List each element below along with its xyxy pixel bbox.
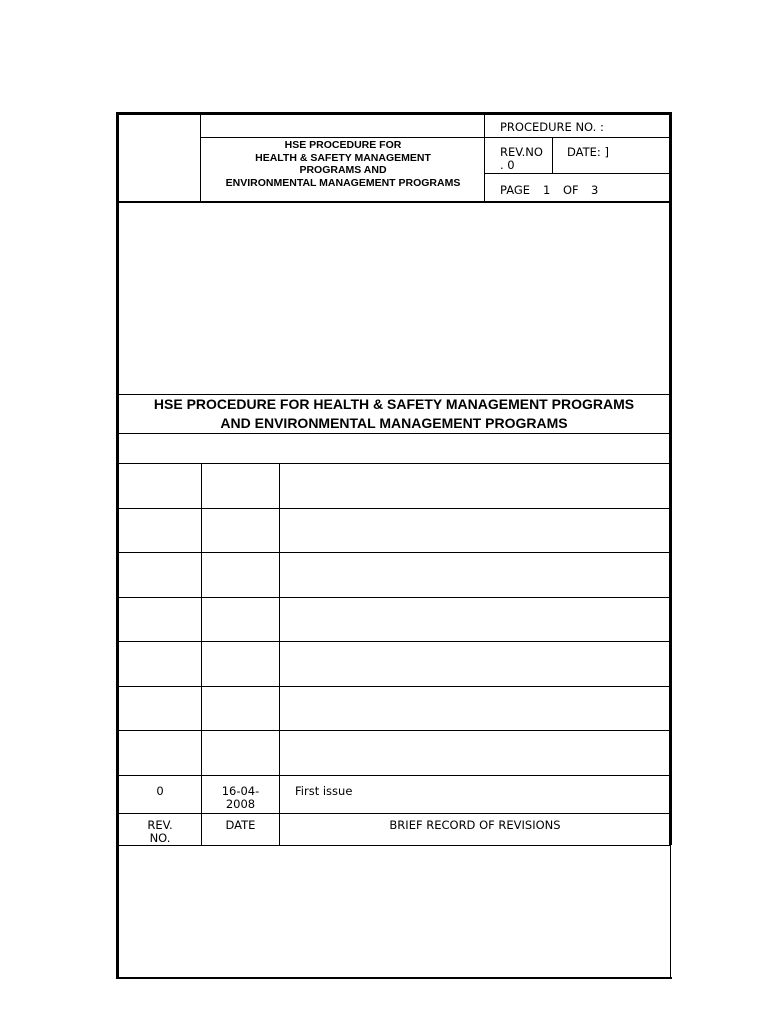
revision-row-date-line-2: 2008 [225,797,256,811]
procedure-no-label: PROCEDURE NO. : [500,120,604,134]
revision-header-rev-no-line-2: NO. [149,831,171,845]
header-title-top-rule [201,137,670,138]
frame-right-border-upper [669,112,672,845]
frame-bottom-border [116,977,672,979]
revision-header-rev-no [119,819,201,845]
revision-row-rev: 0 [156,784,164,798]
header-rev-bottom-rule [485,173,670,174]
header-title-line-3: PROGRAMS AND [299,164,387,176]
revision-row-date [202,785,279,811]
date-label: DATE: ] [567,145,609,159]
revision-row-date-line-1: 16-04- [221,784,260,798]
page-total: 3 [591,183,599,197]
header-bottom-border [118,201,670,203]
rev-no-value: . 0 [500,157,515,172]
main-title-line-2: AND ENVIRONMENTAL MANAGEMENT PROGRAMS [220,415,568,431]
main-title-line-1: HSE PROCEDURE FOR HEALTH & SAFETY MANAGEMENT PROGRAMS [153,396,635,412]
header-title-line-2: HEALTH & SAFETY MANAGEMENT [255,151,431,164]
title-bottom-rule [118,433,670,434]
header-title-line-4: ENVIRONMENTAL MANAGEMENT PROGRAMS [225,176,461,189]
rev-no-label [500,146,543,171]
frame-left-border [116,112,119,979]
revision-row-description: First issue [295,784,353,798]
header-divider-logo [200,114,201,202]
main-title [118,395,670,433]
revision-header-rev-no-line-1: REV. [147,818,173,832]
header-title-line-1: HSE PROCEDURE FOR [284,139,402,151]
page-label: PAGE [500,183,531,197]
header-title [202,139,484,189]
rev-no-label-line-1: REV.NO [500,145,543,159]
frame-right-border-lower [670,845,671,979]
page-of-label: OF [563,183,579,197]
page-current: 1 [543,183,551,197]
revision-header-date: DATE [225,818,256,832]
revision-col-divider-2 [279,463,280,846]
header-divider-info [484,114,485,202]
header-rev-date-divider [552,138,553,173]
revision-header-record: BRIEF RECORD OF REVISIONS [389,818,561,832]
